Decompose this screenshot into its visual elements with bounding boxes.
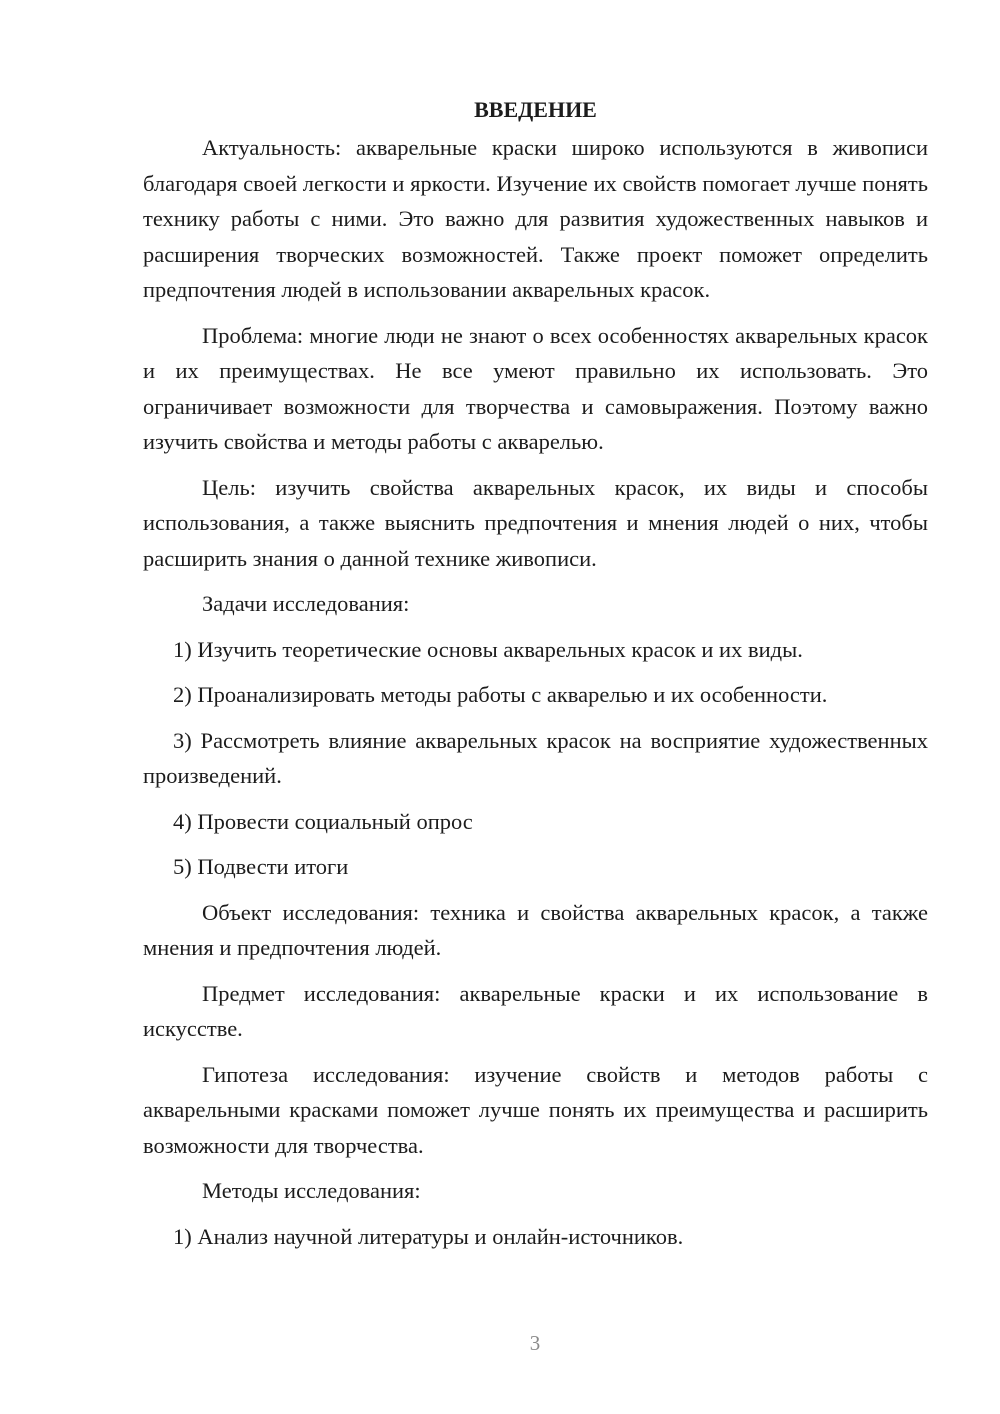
page-number: 3 — [529, 1331, 541, 1355]
paragraph-hypothesis: Гипотеза исследования: изучение свойств и методов работы с акварельными красками поможет лучше понять их преимущества и расширить возможности для творчества. — [143, 1061, 928, 1158]
paragraph-subject: Предмет исследования: акварельные краски и их использование в искусстве. — [143, 980, 928, 1041]
paragraph-relevance: Актуальность: акварельные краски широко используются в живописи благодаря своей легкости и яркости. Изучение их свойств помогает лучше понять технику работы с ними. Это важно для развития художественных навыков и расширения творческих возможностей. Также проект поможет определить предпочтения людей в использовании акварельных красок. — [143, 135, 928, 302]
list-item-task-1: 1) Изучить теоретические основы акварельных красок и их виды. — [173, 636, 803, 662]
page-title: ВВЕДЕНИЕ — [474, 97, 597, 122]
document-body — [143, 92, 928, 1264]
list-item-method-1: 1) Анализ научной литературы и онлайн-источников. — [173, 1223, 684, 1249]
list-item-task-3: 3) Рассмотреть влияние акварельных красок на восприятие художественных произведений. — [143, 727, 928, 788]
paragraph-methods-heading: Методы исследования: — [202, 1178, 421, 1203]
list-item-task-4: 4) Провести социальный опрос — [173, 808, 473, 834]
paragraph-problem: Проблема: многие люди не знают о всех особенностях акварельных красок и их преимуществах. Не все умеют правильно их использовать. Это ограничивает возможности для творчества и самовыражения. Поэтому важно изучить свойства и методы работы с акварелью. — [143, 322, 928, 454]
list-item-task-5: 5) Подвести итоги — [173, 854, 349, 879]
paragraph-goal: Цель: изучить свойства акварельных красок, их виды и способы использования, а также выяснить предпочтения и мнения людей о них, чтобы расширить знания о данной технике живописи. — [143, 474, 928, 571]
paragraph-object: Объект исследования: техника и свойства акварельных красок, а также мнения и предпочтения людей. — [143, 899, 928, 960]
list-item-task-2: 2) Проанализировать методы работы с акварелью и их особенности. — [173, 682, 828, 707]
paragraph-tasks-heading: Задачи исследования: — [202, 591, 410, 616]
